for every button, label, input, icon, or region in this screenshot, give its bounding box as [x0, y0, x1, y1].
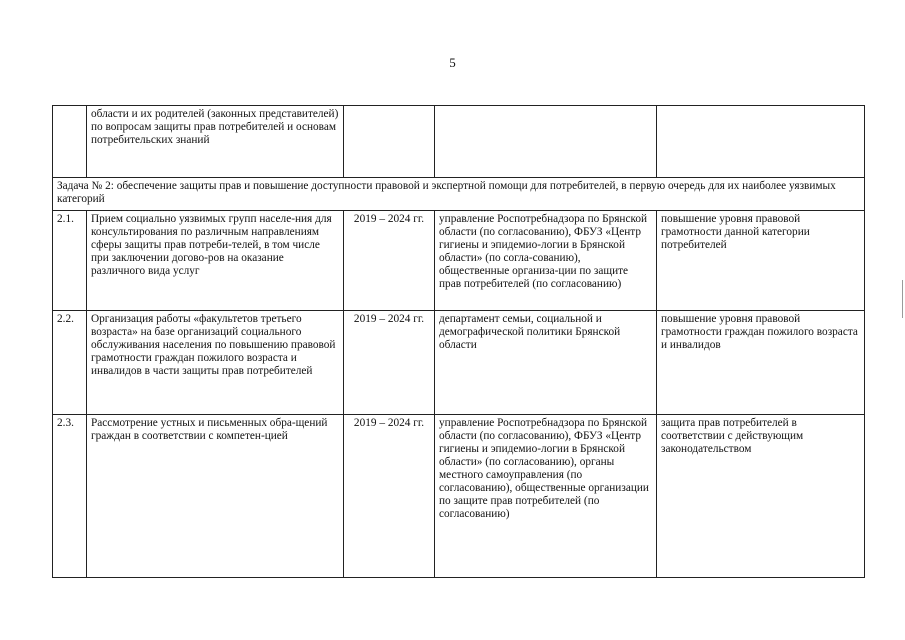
row-result: повышение уровня правовой грамотности данной категории потребителей: [657, 211, 865, 311]
row-executors: департамент семьи, социальной и демографической политики Брянской области: [435, 311, 657, 415]
table-row: [53, 211, 865, 311]
row-action: Рассмотрение устных и письменных обра-щений граждан в соответствии с компетен-цией: [87, 415, 344, 578]
row-executors: управление Роспотребнадзора по Брянской области (по согласованию), ФБУЗ «Центр гигиены и эпидемио-логии в Брянской области» (по согла-сованию), общественные организа-ции по защите прав потребителей (по согласованию): [435, 211, 657, 311]
row-result: повышение уровня правовой грамотности граждан пожилого возраста и инвалидов: [657, 311, 865, 415]
cell-result-empty: [657, 106, 865, 178]
cell-executors-empty: [435, 106, 657, 178]
cell-num-empty: [53, 106, 87, 178]
row-result: защита прав потребителей в соответствии с действующим законодательством: [657, 415, 865, 578]
table-row: [53, 311, 865, 415]
row-period: 2019 – 2024 гг.: [344, 211, 435, 311]
row-number: 2.2.: [53, 311, 87, 415]
table-row: [53, 415, 865, 578]
task-header-row: [53, 178, 865, 211]
row-number: 2.1.: [53, 211, 87, 311]
row-period: 2019 – 2024 гг.: [344, 415, 435, 578]
page-number: 5: [449, 55, 456, 70]
row-period: 2019 – 2024 гг.: [344, 311, 435, 415]
row-executors: управление Роспотребнадзора по Брянской области (по согласованию), ФБУЗ «Центр гигиены и эпидемио-логии в Брянской области» (по согласованию), органы местного самоуправления (по согласованию), общественные организации по защите прав потребителей (по согласованию): [435, 415, 657, 578]
row-action: Прием социально уязвимых групп населе-ния для консультирования по различным направлениям сферы защиты прав потреби-телей, в том числе при заключении догово-ров на оказание различного вида услуг: [87, 211, 344, 311]
task-header: Задача № 2: обеспечение защиты прав и повышение доступности правовой и экспертной помощи для потребителей, в первую очередь для их наиболее уязвимых категорий: [53, 178, 865, 211]
row-number: 2.3.: [53, 415, 87, 578]
cell-period-empty: [344, 106, 435, 178]
scan-edge-mark: [902, 280, 903, 318]
action-plan-table: [52, 105, 865, 578]
row-action: Организация работы «факультетов третьего возраста» на базе организаций социального обслуживания населения по повышению правовой грамотности граждан пожилого возраста и инвалидов в части защиты прав потребителей: [87, 311, 344, 415]
continuation-row: [53, 106, 865, 178]
continuation-text: области и их родителей (законных представителей) по вопросам защиты прав потребителей и основам потребительских знаний: [87, 106, 344, 178]
